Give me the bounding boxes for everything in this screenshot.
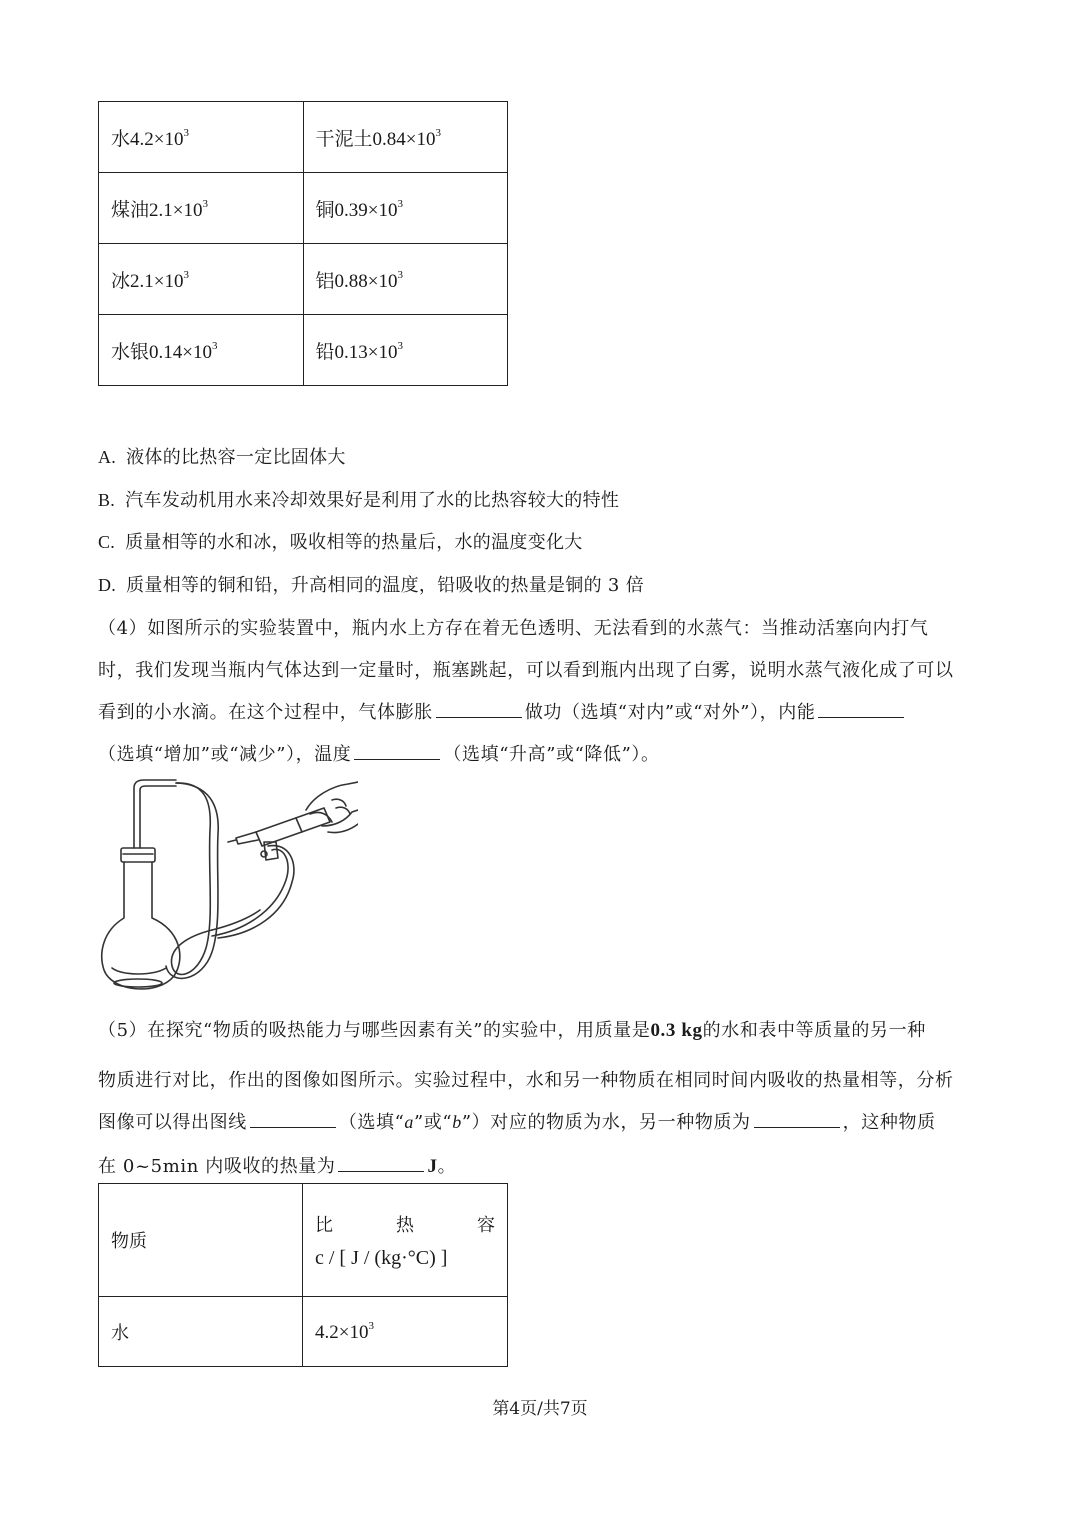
q5-text: （选填“ — [338, 1112, 405, 1133]
option-text: 质量相等的水和冰，吸收相等的热量后，水的温度变化大 — [125, 532, 583, 553]
answer-blank-heat — [338, 1157, 424, 1172]
q4-line-1: （4）如图所示的实验装置中，瓶内水上方存在着无色透明、无法看到的水蒸气：当推动活塞向内打气 — [98, 618, 929, 639]
substance-name: 冰 — [111, 269, 131, 292]
option-d — [98, 571, 644, 597]
table-row — [99, 244, 508, 315]
row-substance: 水 — [99, 1297, 303, 1367]
q4-text: （选填“升高”或“降低”）。 — [443, 744, 660, 765]
header-substance: 物质 — [99, 1184, 303, 1297]
q5-line-3 — [98, 1108, 983, 1134]
specific-heat-value: $0.14\times 10^3$ — [149, 339, 218, 363]
table-cell — [99, 244, 304, 315]
q5-text: ，这种物质 — [842, 1112, 936, 1133]
q5-text: 图像可以得出图线 — [98, 1112, 247, 1133]
q4-text: 做功（选填“对内”或“对外”），内能 — [524, 702, 816, 723]
specific-heat-table — [98, 101, 508, 386]
mass-value: 0.3 kg — [650, 1020, 703, 1041]
option-b — [98, 486, 619, 512]
table-row — [99, 315, 508, 386]
water-value: $4.2\times 10^3$ — [315, 1319, 374, 1343]
curve-b-label: b — [452, 1112, 462, 1132]
header-specific-heat — [303, 1184, 508, 1297]
table-cell — [303, 102, 508, 173]
page-footer: 第4页/共7页 — [492, 1399, 588, 1419]
q4-text: （选填“增加”或“减少”），温度 — [98, 744, 352, 765]
option-a — [98, 443, 346, 469]
specific-heat-value: $2.1\times 10^3$ — [149, 197, 208, 221]
flask-pump-apparatus-figure — [96, 770, 358, 995]
answer-blank-substance — [754, 1113, 840, 1128]
specific-heat-value: $4.2\times 10^3$ — [130, 126, 189, 150]
specific-heat-value: $0.88\times 10^3$ — [334, 268, 403, 292]
substance-name: 水 — [111, 127, 131, 150]
q5-text: （5）在探究“物质的吸热能力与哪些因素有关”的实验中，用质量是 — [98, 1020, 651, 1041]
substance-name: 水银 — [111, 340, 150, 363]
option-text: 液体的比热容一定比固体大 — [126, 447, 346, 468]
substance-name: 铜 — [315, 198, 335, 221]
header-char: 热 — [396, 1214, 414, 1236]
header-unit: c / [ J / (kg·°C) ] — [315, 1246, 448, 1269]
header-char: 容 — [477, 1214, 495, 1236]
answer-blank-internal-energy — [818, 703, 904, 718]
specific-heat-value: $2.1\times 10^3$ — [130, 268, 189, 292]
header-char: 比 — [315, 1214, 333, 1236]
table-cell — [99, 315, 304, 386]
q5-text: 的水和表中等质量的另一种 — [702, 1020, 926, 1041]
substance-name: 干泥土 — [315, 127, 373, 150]
row-value — [303, 1297, 508, 1367]
option-tag: B. — [98, 490, 116, 510]
option-text: 汽车发动机用水来冷却效果好是利用了水的比热容较大的特性 — [125, 490, 620, 511]
curve-a-label: a — [404, 1112, 415, 1132]
q5-text: ”或“ — [414, 1112, 453, 1133]
q4-line-4 — [98, 740, 983, 766]
specific-heat-value: $0.84\times 10^3$ — [372, 126, 441, 150]
q4-text: 看到的小水滴。在这个过程中，气体膨胀 — [98, 702, 433, 723]
answer-blank-expansion — [436, 703, 522, 718]
substance-name: 铅 — [315, 340, 335, 363]
table-cell — [303, 173, 508, 244]
table-cell — [303, 315, 508, 386]
water-specific-heat-table — [98, 1183, 508, 1367]
option-tag: C. — [98, 532, 116, 552]
specific-heat-value: $0.13\times 10^3$ — [334, 339, 403, 363]
table-row — [99, 102, 508, 173]
option-tag: A. — [98, 447, 117, 467]
table-cell — [99, 173, 304, 244]
q5-text: ”）对应的物质为水，另一种物质为 — [461, 1112, 751, 1133]
q5-text: 。 — [437, 1156, 457, 1177]
answer-blank-temperature — [354, 745, 440, 760]
option-tag: D. — [98, 575, 117, 595]
substance-name: 铝 — [315, 269, 335, 292]
q5-line-1 — [98, 1016, 983, 1042]
q4-line-3 — [98, 698, 983, 724]
option-c — [98, 528, 583, 554]
unit-joule: J — [427, 1156, 438, 1177]
q4-line-2: 时，我们发现当瓶内气体达到一定量时，瓶塞跳起，可以看到瓶内出现了白雾，说明水蒸气液化成了可以 — [98, 660, 954, 681]
table-row — [99, 173, 508, 244]
q5-text: 在 0~5min 内吸收的热量为 — [98, 1156, 336, 1177]
option-text: 质量相等的铜和铅，升高相同的温度，铅吸收的热量是铜的 3 倍 — [126, 575, 645, 596]
answer-blank-curve — [250, 1113, 336, 1128]
q5-line-2: 物质进行对比，作出的图像如图所示。实验过程中，水和另一种物质在相同时间内吸收的热量相等，分析 — [98, 1070, 954, 1091]
table-cell — [99, 102, 304, 173]
q5-line-4 — [98, 1152, 983, 1178]
table-cell — [303, 244, 508, 315]
specific-heat-value: $0.39\times 10^3$ — [334, 197, 403, 221]
substance-name: 煤油 — [111, 198, 150, 221]
